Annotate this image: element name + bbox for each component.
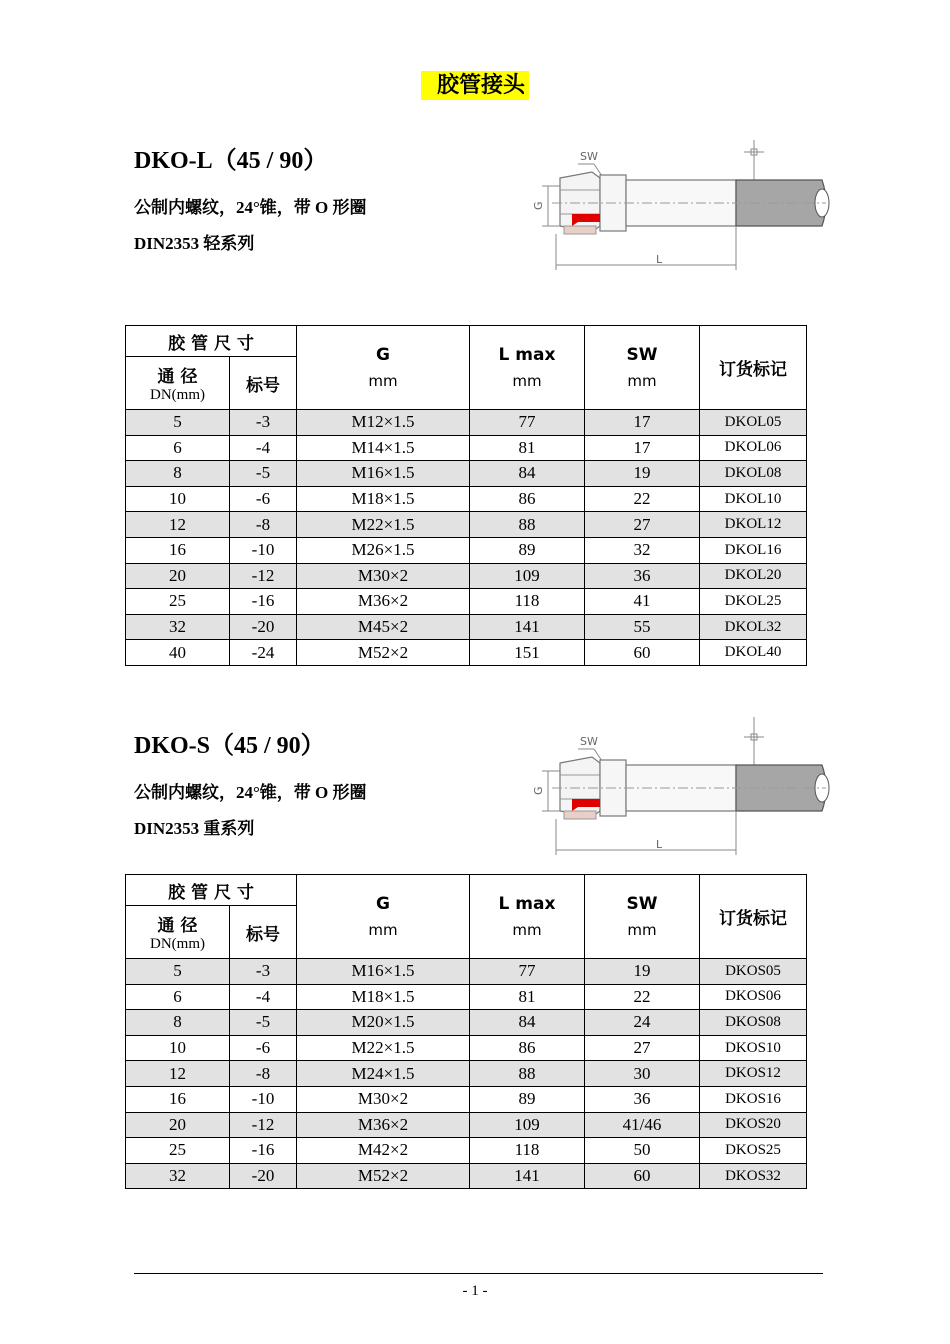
spec-table-dko-l <box>125 325 807 666</box>
cell-sw: 41 <box>585 589 700 615</box>
cell-order-code: DKOL16 <box>700 537 807 563</box>
header-lmax-unit: mm <box>512 920 542 939</box>
cell-dn: 20 <box>126 1112 230 1138</box>
cell-mark: -8 <box>230 1061 297 1087</box>
section-title: DKO-S（45 / 90） <box>134 733 325 759</box>
table-row <box>126 589 807 615</box>
cell-order-code: DKOS25 <box>700 1138 807 1164</box>
cell-order-code: DKOS32 <box>700 1163 807 1189</box>
l-label: L <box>656 253 663 266</box>
table-row <box>126 614 807 640</box>
cell-order-code: DKOS20 <box>700 1112 807 1138</box>
cell-sw: 36 <box>585 1086 700 1112</box>
cell-g: M22×1.5 <box>297 512 470 538</box>
cell-mark: -5 <box>230 1010 297 1036</box>
cell-mark: -20 <box>230 614 297 640</box>
header-lmax <box>470 326 585 410</box>
cell-lmax: 89 <box>470 1086 585 1112</box>
header-dn-unit: DN(mm) <box>150 387 205 403</box>
table-body <box>126 410 807 666</box>
table-row <box>126 1010 807 1036</box>
cell-lmax: 88 <box>470 512 585 538</box>
cell-lmax: 84 <box>470 1010 585 1036</box>
cell-sw: 22 <box>585 984 700 1010</box>
cell-lmax: 88 <box>470 1061 585 1087</box>
header-lmax-label: L max <box>498 893 556 914</box>
cell-order-code: DKOL08 <box>700 461 807 487</box>
table-row <box>126 563 807 589</box>
cell-mark: -24 <box>230 640 297 666</box>
cell-g: M52×2 <box>297 640 470 666</box>
cell-g: M18×1.5 <box>297 984 470 1010</box>
sw-label: SW <box>580 735 598 748</box>
cell-g: M16×1.5 <box>297 959 470 985</box>
cell-mark: -20 <box>230 1163 297 1189</box>
section-desc-2: DIN2353 轻系列 <box>134 234 255 253</box>
table-row <box>126 1138 807 1164</box>
cell-g: M24×1.5 <box>297 1061 470 1087</box>
cell-mark: -16 <box>230 1138 297 1164</box>
cell-lmax: 109 <box>470 1112 585 1138</box>
header-sw-unit: mm <box>627 371 657 390</box>
page-number: - 1 - <box>462 1283 488 1299</box>
table-row <box>126 1061 807 1087</box>
header-sw-label: SW <box>626 344 658 365</box>
cell-order-code: DKOL06 <box>700 435 807 461</box>
cell-order-code: DKOL25 <box>700 589 807 615</box>
cell-g: M45×2 <box>297 614 470 640</box>
cell-dn: 10 <box>126 1035 230 1061</box>
cell-lmax: 81 <box>470 984 585 1010</box>
cell-lmax: 109 <box>470 563 585 589</box>
fitting-drawing <box>526 715 831 865</box>
cell-order-code: DKOS06 <box>700 984 807 1010</box>
cell-g: M52×2 <box>297 1163 470 1189</box>
cell-mark: -10 <box>230 537 297 563</box>
cell-order-code: DKOL05 <box>700 410 807 436</box>
cell-sw: 24 <box>585 1010 700 1036</box>
header-dn <box>126 357 230 410</box>
spec-table-dko-s <box>125 874 807 1189</box>
cell-lmax: 118 <box>470 589 585 615</box>
page-title-text: 胶管接头 <box>421 71 529 100</box>
header-g-unit: mm <box>368 920 398 939</box>
cell-g: M42×2 <box>297 1138 470 1164</box>
table-row <box>126 1086 807 1112</box>
sw-label: SW <box>580 150 598 163</box>
cell-dn: 40 <box>126 640 230 666</box>
cell-mark: -4 <box>230 435 297 461</box>
cell-order-code: DKOS10 <box>700 1035 807 1061</box>
cell-dn: 12 <box>126 1061 230 1087</box>
cell-lmax: 118 <box>470 1138 585 1164</box>
cell-order-code: DKOL20 <box>700 563 807 589</box>
header-sw <box>585 875 700 959</box>
cell-mark: -6 <box>230 486 297 512</box>
table-row <box>126 984 807 1010</box>
cell-dn: 25 <box>126 1138 230 1164</box>
table-row <box>126 1163 807 1189</box>
cell-sw: 27 <box>585 1035 700 1061</box>
header-g <box>297 875 470 959</box>
header-lmax-label: L max <box>498 344 556 365</box>
table-row <box>126 461 807 487</box>
cell-mark: -8 <box>230 512 297 538</box>
header-order-code: 订货标记 <box>700 326 807 410</box>
cell-sw: 55 <box>585 614 700 640</box>
table-body <box>126 959 807 1189</box>
cell-dn: 25 <box>126 589 230 615</box>
cell-sw: 50 <box>585 1138 700 1164</box>
cell-lmax: 81 <box>470 435 585 461</box>
table-row <box>126 640 807 666</box>
cell-order-code: DKOL12 <box>700 512 807 538</box>
cell-lmax: 84 <box>470 461 585 487</box>
cell-lmax: 89 <box>470 537 585 563</box>
header-mark: 标号 <box>230 357 297 410</box>
cell-sw: 27 <box>585 512 700 538</box>
cell-sw: 60 <box>585 1163 700 1189</box>
cell-g: M36×2 <box>297 1112 470 1138</box>
cell-lmax: 141 <box>470 1163 585 1189</box>
table-row <box>126 512 807 538</box>
cell-dn: 6 <box>126 435 230 461</box>
cell-order-code: DKOL10 <box>700 486 807 512</box>
cell-sw: 17 <box>585 435 700 461</box>
cell-lmax: 86 <box>470 1035 585 1061</box>
table-row <box>126 537 807 563</box>
section-desc-1: 公制内螺纹，24°锥，带 O 形圈 <box>134 783 367 802</box>
cell-dn: 16 <box>126 1086 230 1112</box>
cell-dn: 32 <box>126 1163 230 1189</box>
cell-sw: 19 <box>585 461 700 487</box>
cell-mark: -16 <box>230 589 297 615</box>
cell-sw: 36 <box>585 563 700 589</box>
cell-mark: -10 <box>230 1086 297 1112</box>
header-g <box>297 326 470 410</box>
cell-sw: 22 <box>585 486 700 512</box>
cell-lmax: 77 <box>470 959 585 985</box>
cell-sw: 19 <box>585 959 700 985</box>
cell-dn: 5 <box>126 959 230 985</box>
cell-order-code: DKOS16 <box>700 1086 807 1112</box>
cell-dn: 32 <box>126 614 230 640</box>
cell-mark: -12 <box>230 563 297 589</box>
cell-g: M16×1.5 <box>297 461 470 487</box>
header-g-label: G <box>376 893 390 914</box>
table-row <box>126 410 807 436</box>
header-hose-size: 胶 管 尺 寸 <box>126 875 297 906</box>
cell-sw: 41/46 <box>585 1112 700 1138</box>
cell-mark: -4 <box>230 984 297 1010</box>
cell-lmax: 77 <box>470 410 585 436</box>
cell-g: M30×2 <box>297 1086 470 1112</box>
header-order-code: 订货标记 <box>700 875 807 959</box>
header-lmax-unit: mm <box>512 371 542 390</box>
table-row <box>126 1035 807 1061</box>
cell-mark: -3 <box>230 410 297 436</box>
l-label: L <box>656 838 663 851</box>
cell-mark: -5 <box>230 461 297 487</box>
header-sw-unit: mm <box>627 920 657 939</box>
cell-g: M22×1.5 <box>297 1035 470 1061</box>
cell-g: M12×1.5 <box>297 410 470 436</box>
header-dn <box>126 906 230 959</box>
header-g-label: G <box>376 344 390 365</box>
header-hose-size: 胶 管 尺 寸 <box>126 326 297 357</box>
fitting-drawing <box>526 130 831 280</box>
table-row <box>126 959 807 985</box>
cell-dn: 8 <box>126 461 230 487</box>
cell-sw: 32 <box>585 537 700 563</box>
cell-mark: -3 <box>230 959 297 985</box>
cell-order-code: DKOL32 <box>700 614 807 640</box>
header-mark: 标号 <box>230 906 297 959</box>
cell-lmax: 141 <box>470 614 585 640</box>
section-desc-1: 公制内螺纹，24°锥，带 O 形圈 <box>134 198 367 217</box>
header-lmax <box>470 875 585 959</box>
cell-mark: -12 <box>230 1112 297 1138</box>
page-title <box>0 68 950 99</box>
cell-g: M20×1.5 <box>297 1010 470 1036</box>
cell-mark: -6 <box>230 1035 297 1061</box>
cell-dn: 12 <box>126 512 230 538</box>
header-dn-label: 通 径 <box>157 916 198 936</box>
section-desc-2: DIN2353 重系列 <box>134 819 255 838</box>
cell-dn: 20 <box>126 563 230 589</box>
cell-g: M18×1.5 <box>297 486 470 512</box>
footer-rule <box>134 1273 823 1274</box>
cell-g: M30×2 <box>297 563 470 589</box>
cell-dn: 8 <box>126 1010 230 1036</box>
cell-sw: 17 <box>585 410 700 436</box>
cell-order-code: DKOS05 <box>700 959 807 985</box>
cell-dn: 10 <box>126 486 230 512</box>
cell-dn: 16 <box>126 537 230 563</box>
cell-dn: 6 <box>126 984 230 1010</box>
cell-lmax: 86 <box>470 486 585 512</box>
cell-order-code: DKOS08 <box>700 1010 807 1036</box>
cell-sw: 30 <box>585 1061 700 1087</box>
g-label: G <box>532 201 545 210</box>
cell-dn: 5 <box>126 410 230 436</box>
header-sw <box>585 326 700 410</box>
g-label: G <box>532 786 545 795</box>
header-dn-unit: DN(mm) <box>150 936 205 952</box>
table-row <box>126 435 807 461</box>
header-g-unit: mm <box>368 371 398 390</box>
header-dn-label: 通 径 <box>157 367 198 387</box>
cell-order-code: DKOS12 <box>700 1061 807 1087</box>
cell-g: M26×1.5 <box>297 537 470 563</box>
table-row <box>126 486 807 512</box>
section-title: DKO-L（45 / 90） <box>134 148 328 174</box>
header-sw-label: SW <box>626 893 658 914</box>
cell-lmax: 151 <box>470 640 585 666</box>
cell-g: M14×1.5 <box>297 435 470 461</box>
table-row <box>126 1112 807 1138</box>
cell-sw: 60 <box>585 640 700 666</box>
cell-order-code: DKOL40 <box>700 640 807 666</box>
cell-g: M36×2 <box>297 589 470 615</box>
